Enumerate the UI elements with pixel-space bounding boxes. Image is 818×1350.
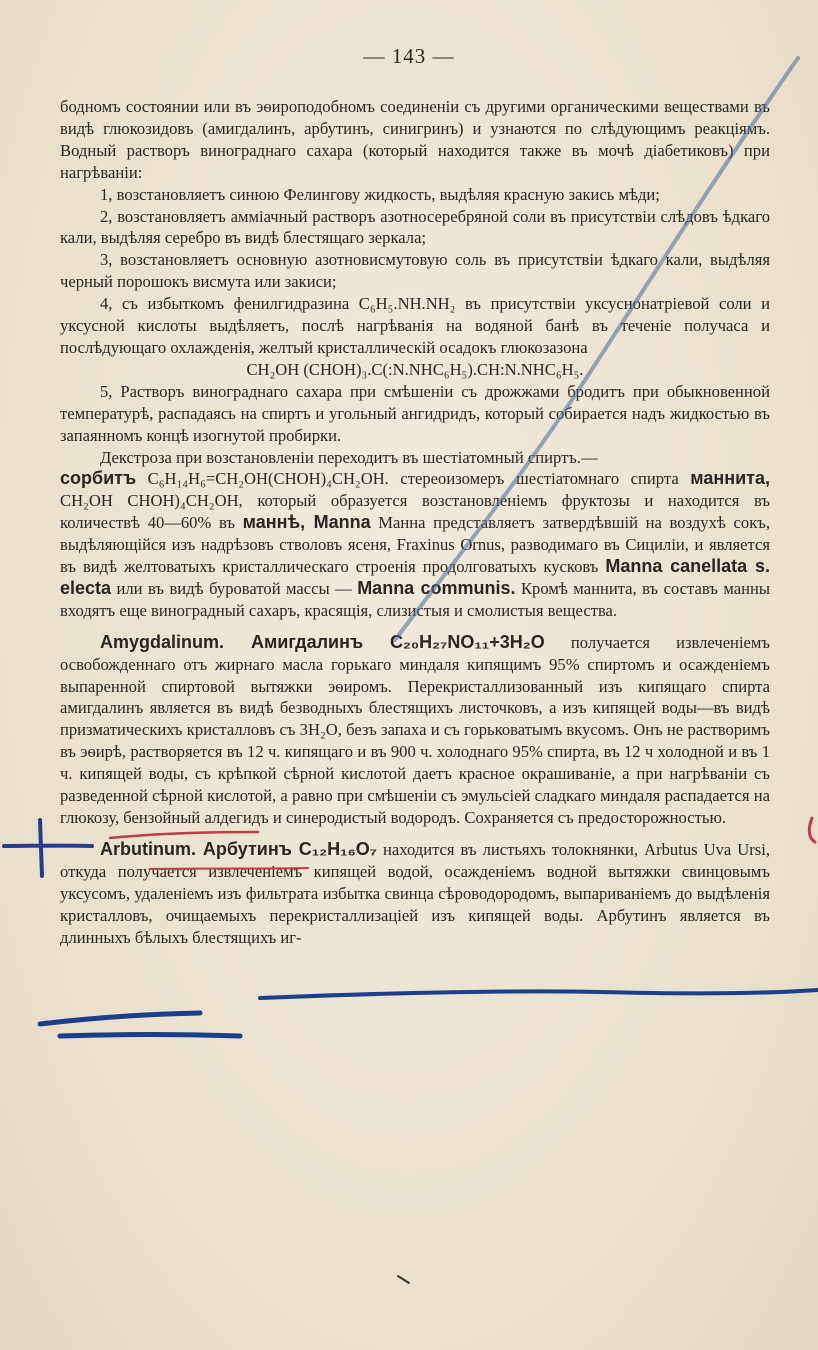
paragraph-reaction-2: 2, возстановляетъ амміачный растворъ азотносеребряной соли въ присутствіи слѣдовъ ѣдкаго кали, выдѣляя серебро въ видѣ блестящаго зеркала; (60, 206, 770, 248)
formula-glucosazone: CH₂OH (CHOH)₃.C(:N.NHC₆H₅).CH:N.NHC₆H₅. (246, 359, 584, 379)
sorbit-text-1: C₆H₁₄H₆=CH₂OH(CHOH)₄CH₂OH. стереоизомеръ шестіатомнаго спирта (136, 469, 691, 489)
sorbit-text-3: Манна представляетъ затвердѣвшій на воздухѣ сокъ, выдѣляющійся изъ надрѣзовъ стволовъ ясеня, Fraxinus Ornus, разводимаго въ Сициліи, и является въ видѣ желтоватыхъ кристаллическаго строенія продолговатыхъ кусковъ (60, 513, 770, 577)
sorbit-text-5: Кромѣ маннита, въ составъ манны входятъ еще виноградный сахаръ, красящія, слизистыя и смолистыя вещества. (60, 578, 770, 620)
page-number: — 143 — (363, 44, 455, 68)
term-manna: маннѣ, Manna (242, 512, 371, 533)
heading-amygdalinum: Amygdalinum. Амигдалинъ C₂₀H₂₇NO₁₁+3H₂O (100, 631, 545, 652)
blue-strike-line (260, 990, 818, 998)
paragraph-reaction-1: 1, возстановляетъ синюю Фелингову жидкость, выдѣляя красную закись мѣди; (100, 184, 660, 204)
cross-mark-vertical (40, 820, 42, 876)
paragraph-sorbit (60, 468, 770, 621)
paragraph-arbutin (60, 839, 770, 949)
paragraph-reaction-5: 5, Растворъ винограднаго сахара при смѣшеніи съ дрожжами бродитъ при обыкновенной температурѣ, распадаясь на спиртъ и угольный ангидридъ, который собирается надъ жидкостью въ запаянномъ концѣ изогнутой пробирки. (60, 381, 770, 445)
sorbit-text-2: CH₂OH CHOH)₄CH₂OH, который образуется возстановленіемъ фруктозы и находится въ количествѣ 40—60% въ (60, 491, 770, 533)
paragraph-intro: бодномъ состоянии или въ эѳироподобномъ соединеніи съ другими органическими веществами въ видѣ глюкозидовъ (амигдалинъ, арбутинъ, синигринъ) и узнаются по слѣдующимъ реакціямъ. Водный растворъ винограднаго сахара (который находится также въ мочѣ діабетиковъ) при нагрѣваніи: (60, 97, 770, 182)
paragraph-reaction-3: 3, возстановляетъ основную азотновисмутовую соль въ присутствіи ѣдкаго кали, выдѣляя черный порошокъ висмута или закиси; (60, 250, 770, 292)
paragraph-amygdalin (60, 632, 770, 829)
term-sorbit: сорбитъ (60, 468, 137, 489)
term-manna-communis: Manna communis. (357, 577, 516, 598)
arbutin-text: находится въ листьяхъ толокнянки, Arbutus Uva Ursi, откуда получается извлеченіемъ кипящей водой, осажденіемъ водной вытяжки свинцовымъ уксусомъ, удаленіемъ изъ фильтрата избытка свинца сѣроводородомъ, выпариваніемъ до выдѣленія кристалловъ, очищаемыхъ перекристаллизаціей изъ кипящей воды. Арбутинъ является въ длинныхъ бѣлыхъ блестящихъ иг- (60, 839, 771, 947)
blue-strike-line-3 (60, 1035, 240, 1037)
sorbit-text-4: или въ видѣ буроватой массы — (111, 578, 358, 598)
page-body (60, 96, 770, 948)
blue-strike-line-2 (40, 1013, 200, 1024)
amygdalin-text: получается извлеченіемъ освобожденнаго отъ жирнаго масла горькаго миндаля кипящимъ 95% спиртомъ и осажденіемъ выпаренной спиртовой вытяжки эѳиромъ. Перекристаллизованный изъ кипящаго спирта амигдалинъ является въ видѣ безводныхъ блестящихъ листочковъ, а изъ кипящей воды—въ видѣ призматическихъ кристалловъ съ 3H₂O, безъ запаха и съ горьковатымъ вкусомъ. Онъ не растворимъ въ эѳирѣ, растворяется въ 12 ч. кипящаго и въ 900 ч. холоднаго 95% спирта, въ 12 ч холодной и въ 1 ч. кипящей воды, съ крѣпкой сѣрной кислотой даетъ красное окрашиваніе, а при нагрѣваніи съ разведенной сѣрной кислотой, а равно при смѣшеніи съ эмульсіей сладкаго миндаля распадается на глюкозу, бензойный алдегидъ и синеродистый водородъ. Сохраняется съ предосторожностью. (60, 632, 770, 827)
paragraph-reaction-4: 4, съ избыткомъ фенилгидразина C₆H₅.NH.NH₂ въ присутствіи уксуснонатріевой соли и уксусной кислоты выдѣляетъ, послѣ нагрѣванія на водяной банѣ въ теченіе получаса и послѣдующаго охлажденія, желтый кристаллическій осадокъ глюкозазона (60, 294, 770, 357)
term-mannit: маннита, (690, 468, 770, 489)
heading-arbutinum: Arbutinum. Арбутинъ C₁₂H₁₆O₇ (100, 838, 377, 859)
paragraph-dextrose: Декстроза при возстановленіи переходитъ въ шестіатомный спиртъ.— (100, 447, 598, 467)
small-pencil-tick (398, 1276, 409, 1283)
red-margin-mark (809, 818, 815, 842)
term-manna-canellata: Manna canellata s. electa (60, 556, 770, 598)
